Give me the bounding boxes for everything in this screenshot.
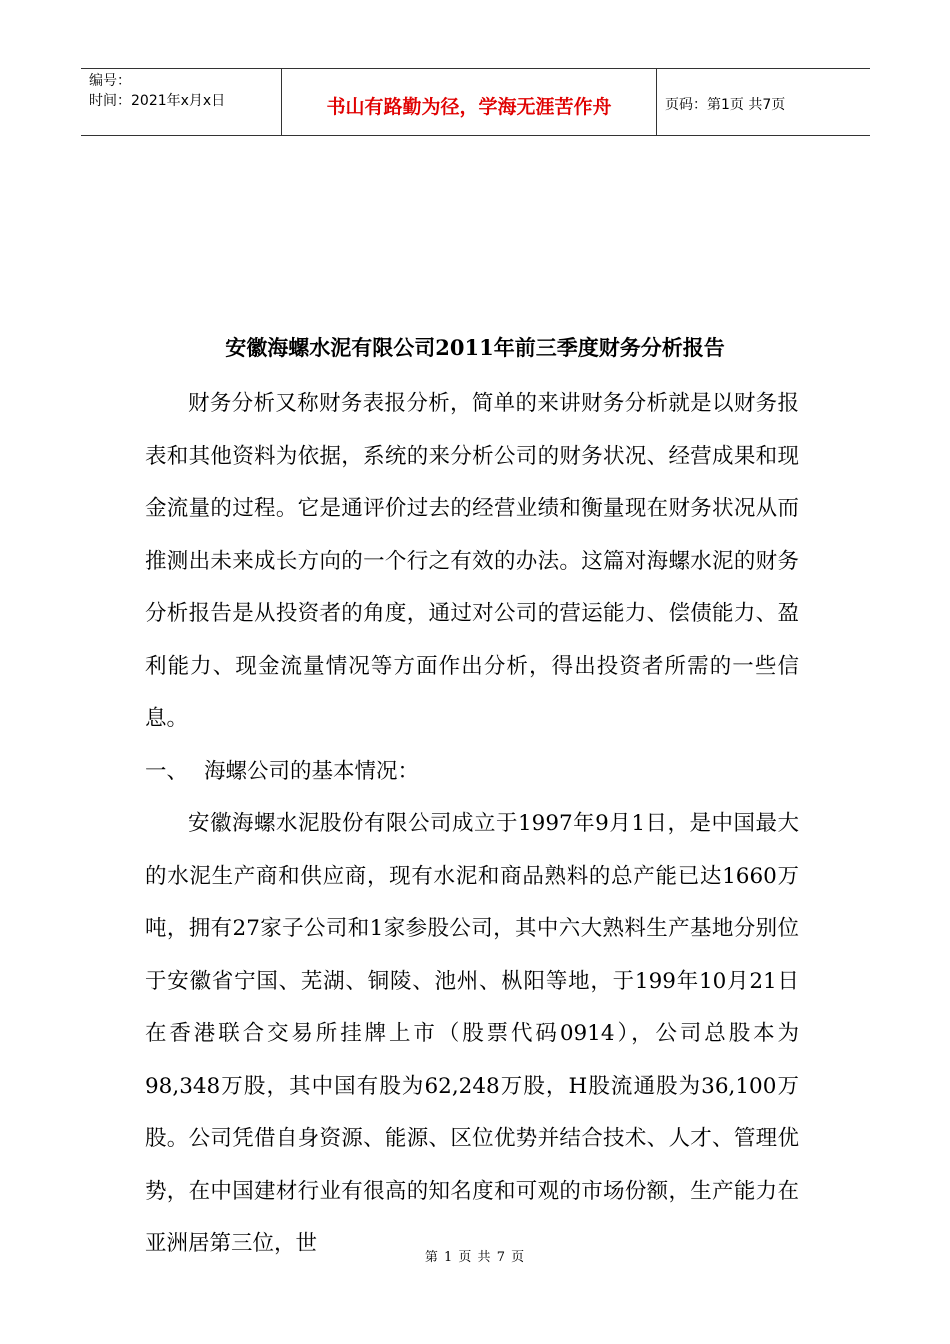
- document-number-label: 编号：: [89, 73, 131, 89]
- section-paragraph: 安徽海螺水泥股份有限公司成立于1997年9月1日，是中国最大的水泥生产商和供应商，现有水泥和商品熟料的总产能已达1660万吨，拥有27家子公司和1家参股公司，其中六大熟料生产基地分别位于安徽省宁国、芜湖、铜陵、池州、枞阳等地，于199年10月21日在香港联合交易所挂牌上市（股票代码0914），公司总股本为98,348万股，其中国有股为62,248万股，H股流通股为36,100万股。公司凭借自身资源、能源、区位优势并结合技术、人才、管理优势，在中国建材行业有很高的知名度和可观的市场份额，生产能力在亚洲居第三位，世: [145, 811, 799, 1256]
- section-title: 海螺公司的基本情况：: [204, 758, 420, 784]
- intro-paragraph: 财务分析又称财务表报分析，简单的来讲财务分析就是以财务报表和其他资料为依据，系统的来分析公司的财务状况、经营成果和现金流量的过程。它是通评价过去的经营业绩和衡量现在财务状况从而推测出未来成长方向的一个行之有效的办法。这篇对海螺水泥的财务分析报告是从投资者的角度，通过对公司的营运能力、偿债能力、盈利能力、现金流量情况等方面作出分析，得出投资者所需的一些信息。: [145, 391, 799, 731]
- header-meta: [81, 69, 282, 135]
- page-footer: 第 1 页 共 7 页: [424, 1250, 526, 1265]
- section-number: 一、: [145, 758, 189, 784]
- page-header: [81, 68, 870, 136]
- header-page-info: 页码：第1页 共7页: [665, 97, 786, 113]
- document-title: 安徽海螺水泥有限公司2011年前三季度财务分析报告: [225, 335, 725, 360]
- header-motto: 书山有路勤为径，学海无涯苦作舟: [282, 69, 657, 135]
- document-date: 时间：2021年x月x日: [89, 93, 226, 109]
- section-heading: [145, 746, 799, 799]
- document-body: [145, 378, 799, 1271]
